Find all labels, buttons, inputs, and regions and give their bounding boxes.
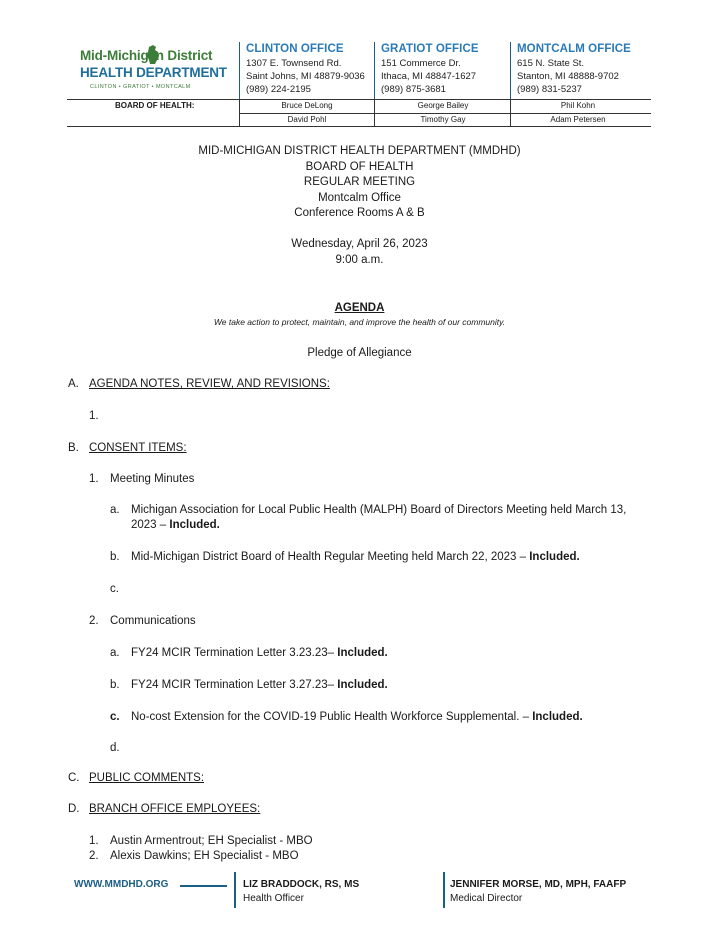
meeting-time: 9:00 a.m. bbox=[335, 253, 384, 266]
medical-director-title: Medical Director bbox=[450, 893, 523, 904]
office-name: GRATIOT OFFICE bbox=[381, 43, 479, 55]
board-table-bottom-rule bbox=[67, 126, 651, 127]
meeting-title-block bbox=[0, 144, 719, 222]
office-address2: Saint Johns, MI 48879-9036 bbox=[246, 71, 365, 82]
footer-divider bbox=[234, 872, 236, 908]
sub-item-letter: c. bbox=[110, 711, 120, 723]
list-item-number: 2. bbox=[89, 850, 99, 862]
sub-item-letter: c. bbox=[110, 583, 119, 595]
org-title: MID-MICHIGAN DISTRICT HEALTH DEPARTMENT (MMDHD) bbox=[198, 145, 521, 157]
employee-item: Alexis Dawkins; EH Specialist - MBO bbox=[110, 850, 299, 862]
employee-item: Austin Armentrout; EH Specialist - MBO bbox=[110, 835, 313, 847]
website-link[interactable]: WWW.MMDHD.ORG bbox=[74, 879, 169, 890]
office-address2: Ithaca, MI 48847-1627 bbox=[381, 71, 477, 82]
communication-item: No-cost Extension for the COVID-19 Public Health Workforce Supplemental. – Included. bbox=[131, 711, 583, 723]
health-officer bbox=[243, 878, 359, 906]
section-letter: B. bbox=[68, 442, 79, 454]
meeting-type: REGULAR MEETING bbox=[303, 176, 416, 188]
mmdhd-logo bbox=[76, 44, 226, 96]
board-table-divider bbox=[374, 99, 375, 126]
sub-item-letter: d. bbox=[110, 742, 120, 754]
list-item-number: 1. bbox=[89, 410, 99, 422]
gratiot-office bbox=[381, 43, 479, 96]
communications-label: Communications bbox=[110, 615, 196, 627]
health-officer-title: Health Officer bbox=[243, 893, 304, 904]
footer-divider bbox=[443, 872, 445, 908]
header-divider bbox=[510, 42, 511, 99]
board-table-top-rule bbox=[67, 99, 651, 100]
board-member: Timothy Gay bbox=[420, 115, 466, 124]
board-table-divider bbox=[510, 99, 511, 126]
sub-item-letter: a. bbox=[110, 647, 120, 659]
section-d-title: BRANCH OFFICE EMPLOYEES: bbox=[89, 803, 261, 815]
board-minutes-item: Mid-Michigan District Board of Health Regular Meeting held March 22, 2023 – Included. bbox=[131, 551, 580, 563]
sub-item-letter: a. bbox=[110, 504, 120, 516]
sub-item-letter: b. bbox=[110, 679, 120, 691]
board-of-health-label: BOARD OF HEALTH: bbox=[115, 101, 195, 110]
section-c-title: PUBLIC COMMENTS: bbox=[89, 772, 205, 784]
pledge: Pledge of Allegiance bbox=[307, 347, 412, 359]
section-letter: D. bbox=[68, 803, 80, 815]
malph-minutes-line2: 2023 – Included. bbox=[131, 519, 220, 531]
board-table-divider bbox=[239, 99, 240, 126]
office-name: MONTCALM OFFICE bbox=[517, 43, 631, 55]
logo-text-line1: Mid-Michigan District bbox=[80, 48, 213, 63]
meeting-minutes-label: Meeting Minutes bbox=[110, 473, 195, 485]
logo-text-line3: CLINTON • GRATIOT • MONTCALM bbox=[90, 84, 191, 90]
montcalm-office bbox=[517, 43, 631, 96]
office-address1: 615 N. State St. bbox=[517, 58, 585, 69]
logo-text-line2: HEALTH DEPARTMENT bbox=[80, 65, 227, 80]
board-member: David Pohl bbox=[287, 115, 327, 124]
board-member: Bruce DeLong bbox=[281, 101, 333, 110]
office-address1: 151 Commerce Dr. bbox=[381, 58, 461, 69]
agenda-heading: AGENDA bbox=[334, 302, 385, 314]
medical-director-name: JENNIFER MORSE, MD, MPH, FAAFP bbox=[450, 879, 627, 890]
communication-item: FY24 MCIR Termination Letter 3.27.23– Included. bbox=[131, 679, 388, 691]
medical-director bbox=[450, 878, 626, 906]
meeting-location: Montcalm Office bbox=[318, 191, 401, 204]
section-b-title: CONSENT ITEMS: bbox=[89, 442, 187, 454]
health-officer-name: LIZ BRADDOCK, RS, MS bbox=[243, 879, 360, 890]
office-name: CLINTON OFFICE bbox=[246, 43, 344, 55]
office-phone: (989) 875-3681 bbox=[381, 84, 446, 95]
list-item-number: 1. bbox=[89, 835, 99, 847]
mission-statement: We take action to protect, maintain, and improve the health of our community. bbox=[213, 317, 506, 327]
board-title: BOARD OF HEALTH bbox=[305, 160, 414, 173]
list-item-number: 2. bbox=[89, 615, 99, 627]
office-address2: Stanton, MI 48888-9702 bbox=[517, 71, 619, 82]
office-phone: (989) 224-2195 bbox=[246, 84, 311, 95]
communication-item: FY24 MCIR Termination Letter 3.23.23– Included. bbox=[131, 647, 388, 659]
meeting-date: Wednesday, April 26, 2023 bbox=[291, 238, 428, 250]
clinton-office bbox=[246, 43, 365, 96]
list-item-number: 1. bbox=[89, 473, 99, 485]
board-table-mid-rule bbox=[239, 113, 651, 114]
office-address1: 1307 E. Townsend Rd. bbox=[246, 58, 342, 69]
meeting-room: Conference Rooms A & B bbox=[294, 207, 425, 219]
header-divider bbox=[239, 42, 240, 99]
header-divider bbox=[374, 42, 375, 99]
footer-rule bbox=[180, 885, 227, 887]
malph-minutes-line1: Michigan Association for Local Public Health (MALPH) Board of Directors Meeting held March 13, bbox=[131, 504, 627, 516]
board-member: George Bailey bbox=[417, 101, 469, 110]
board-member: Adam Petersen bbox=[550, 115, 606, 124]
section-a-title: AGENDA NOTES, REVIEW, AND REVISIONS: bbox=[89, 378, 330, 390]
office-phone: (989) 831-5237 bbox=[517, 84, 582, 95]
section-letter: C. bbox=[68, 772, 80, 784]
section-letter: A. bbox=[68, 378, 79, 390]
sub-item-letter: b. bbox=[110, 551, 120, 563]
board-member: Phil Kohn bbox=[560, 101, 596, 110]
meeting-datetime bbox=[0, 237, 719, 268]
